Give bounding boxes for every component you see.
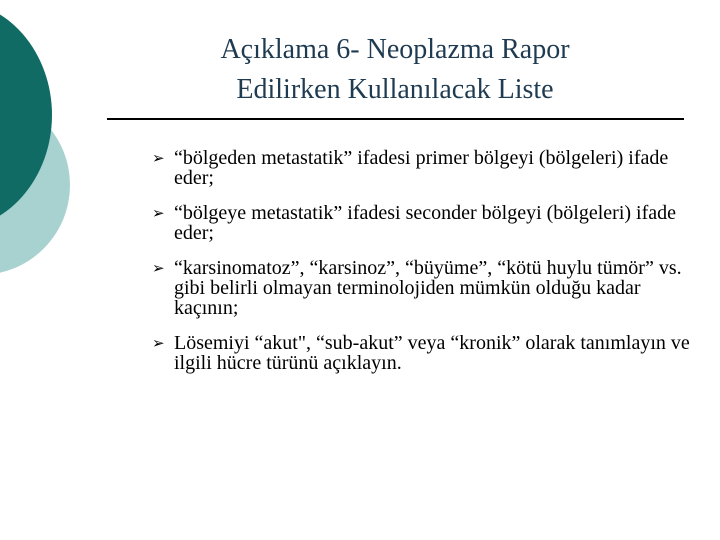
arrow-bullet-icon: ➢ — [152, 204, 165, 222]
slide-title — [110, 30, 680, 110]
arrow-bullet-icon: ➢ — [152, 334, 165, 352]
bullet-list — [152, 148, 692, 388]
bullet-item — [152, 258, 692, 318]
arrow-bullet-icon: ➢ — [152, 149, 165, 167]
bullet-item — [152, 333, 692, 373]
bullet-text: “karsinomatoz”, “karsinoz”, “büyüme”, “kötü huylu tümör” vs. gibi belirli olmayan terminolojiden mümkün olduğu kadar kaçının; — [174, 257, 682, 319]
bullet-text: Lösemiyi “akut", “sub-akut” veya “kronik” olarak tanımlayın ve ilgili hücre türünü açıklayın. — [174, 332, 690, 374]
bullet-item — [152, 148, 692, 188]
bullet-item — [152, 203, 692, 243]
bullet-text: “bölgeye metastatik” ifadesi seconder bölgeyi (bölgeleri) ifade eder; — [174, 202, 677, 244]
slide-title-line-2: Edilirken Kullanılacak Liste — [236, 74, 554, 105]
title-divider — [107, 118, 684, 120]
bullet-text: “bölgeden metastatik” ifadesi primer bölgeyi (bölgeleri) ifade eder; — [174, 147, 669, 189]
slide-title-line-1: Açıklama 6- Neoplazma Rapor — [220, 34, 570, 65]
arrow-bullet-icon: ➢ — [152, 259, 165, 277]
